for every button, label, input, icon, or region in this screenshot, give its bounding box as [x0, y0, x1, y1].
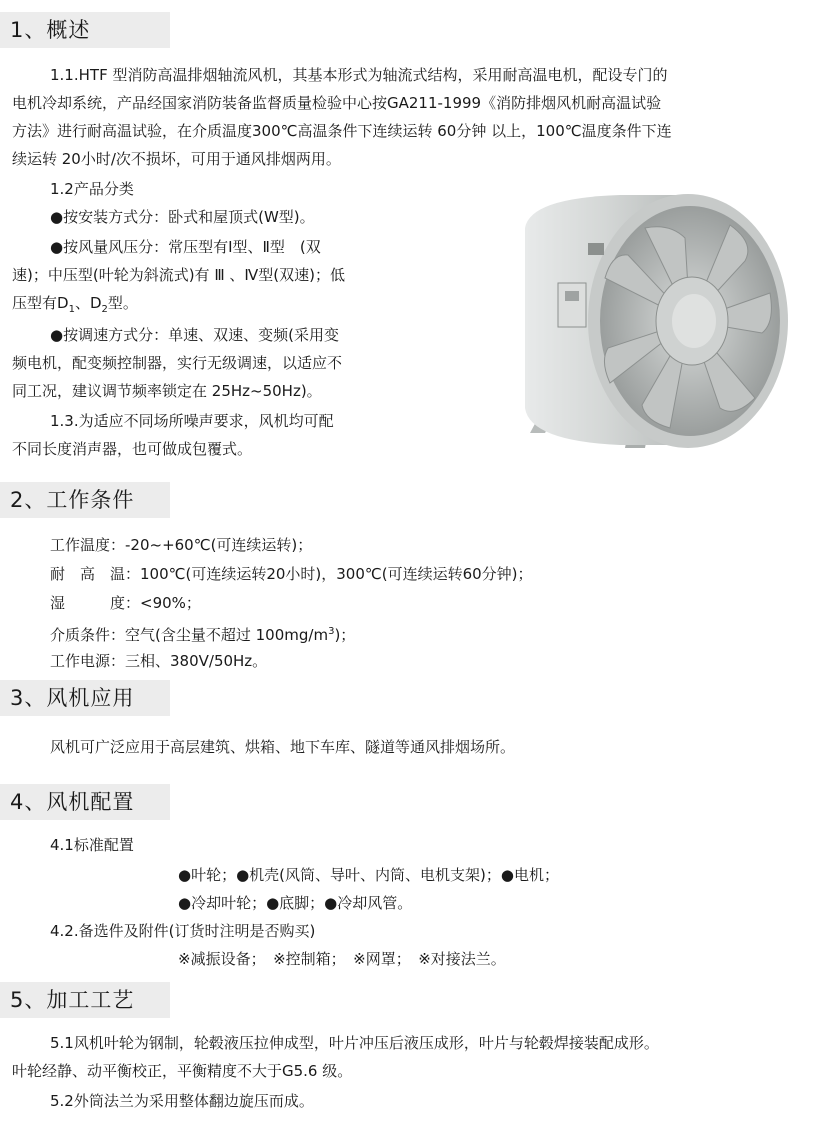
- standard-config-line-1: ●叶轮；●机壳(风筒、导叶、内筒、电机支架)；●电机；: [178, 866, 559, 884]
- para-1-1-line-4: 续运转 20小时/次不损坏，可用于通风排烟两用。: [12, 150, 341, 168]
- standard-config-line-2: ●冷却叶轮；●底脚；●冷却风管。: [178, 894, 413, 912]
- process-5-1-line-1: 5.1风机叶轮为钢制，轮毂液压拉伸成型，叶片冲压后液压成形，叶片与轮毂焊接装配成形。: [50, 1034, 659, 1052]
- condition-working-temp: 工作温度：-20~+60℃(可连续运转)；: [50, 536, 313, 554]
- bullet-pressure-line-3: [12, 290, 138, 323]
- bullet-speed-line-3: 同工况，建议调节频率锁定在 25Hz~50Hz)。: [12, 382, 322, 400]
- low-pressure-mid: 、D: [74, 294, 102, 312]
- low-pressure-post: 型。: [107, 294, 138, 312]
- condition-power: 工作电源：三相、380V/50Hz。: [50, 652, 268, 670]
- section-3-heading: 3、风机应用: [0, 680, 170, 716]
- para-1-3-line-2: 不同长度消声器，也可做成包覆式。: [12, 440, 253, 458]
- para-1-3-line-1: 1.3.为适应不同场所噪声要求，风机均可配: [50, 412, 334, 430]
- para-1-2-title: 1.2产品分类: [50, 180, 134, 198]
- process-5-1-line-2: 叶轮经静、动平衡校正，平衡精度不大于G5.6 级。: [12, 1062, 353, 1080]
- optional-config-line: ※减振设备； ※控制箱； ※网罩； ※对接法兰。: [178, 950, 506, 968]
- medium-pre: 介质条件：空气(含尘量不超过 100mg/m: [50, 626, 329, 644]
- bullet-install: ●按安装方式分：卧式和屋顶式(W型)。: [50, 208, 315, 226]
- optional-config-title: 4.2.备选件及附件(订货时注明是否购买): [50, 922, 316, 940]
- section-5-heading: 5、加工工艺: [0, 982, 170, 1018]
- condition-humidity: 湿 度：<90%；: [50, 594, 201, 612]
- low-pressure-pre: 压型有D: [12, 294, 69, 312]
- bullet-speed-line-2: 频电机，配变频控制器，实行无级调速，以适应不: [12, 354, 343, 372]
- bullet-pressure-line-1: ●按风量风压分：常压型有Ⅰ型、Ⅱ型 (双: [50, 238, 321, 256]
- para-1-1-line-1: 1.1.HTF 型消防高温排烟轴流风机，其基本形式为轴流式结构，采用耐高温电机，配设专门的: [50, 66, 668, 84]
- medium-post: )；: [334, 626, 356, 644]
- low-pressure-sub-2: 2: [101, 304, 108, 315]
- section-2-heading: 2、工作条件: [0, 482, 170, 518]
- bullet-speed-line-1: ●按调速方式分：单速、双速、变频(采用变: [50, 326, 339, 344]
- section-1-heading: 1、概述: [0, 12, 170, 48]
- condition-high-temp: 耐 高 温：100℃(可连续运转20小时)，300℃(可连续运转60分钟)；: [50, 565, 533, 583]
- bullet-pressure-line-2: 速)；中压型(叶轮为斜流式)有 Ⅲ 、Ⅳ型(双速)；低: [12, 266, 345, 284]
- process-5-2: 5.2外筒法兰为采用整体翻边旋压而成。: [50, 1092, 314, 1110]
- medium-sup: 3: [328, 626, 335, 637]
- para-1-1-line-3: 方法》进行耐高温试验，在介质温度300℃高温条件下连续运转 60分钟 以上，100℃温度条件下连: [12, 122, 672, 140]
- application-text: 风机可广泛应用于高层建筑、烘箱、地下车库、隧道等通风排烟场所。: [50, 738, 516, 756]
- low-pressure-sub-1: 1: [68, 304, 75, 315]
- standard-config-title: 4.1标准配置: [50, 836, 134, 854]
- section-4-heading: 4、风机配置: [0, 784, 170, 820]
- condition-medium: [50, 619, 355, 648]
- axial-fan-photo: [470, 183, 800, 463]
- para-1-1-line-2: 电机冷却系统，产品经国家消防装备监督质量检验中心按GA211-1999《消防排烟风机耐高温试验: [12, 94, 662, 112]
